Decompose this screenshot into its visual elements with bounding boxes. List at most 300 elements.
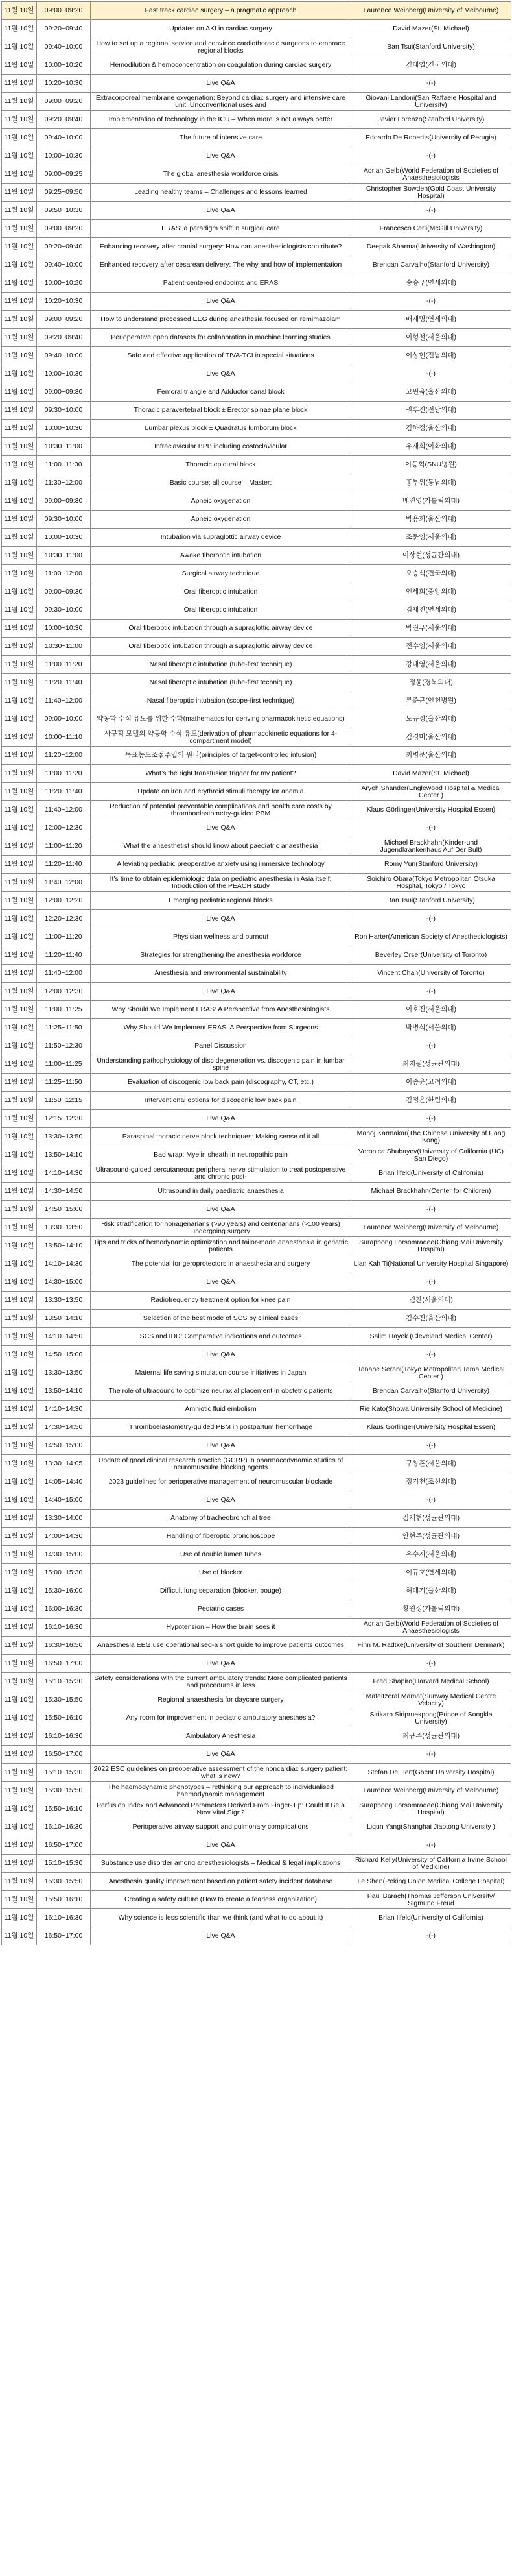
session-title: The potential for geroprotectors in anaesthesia and surgery — [91, 1255, 351, 1273]
table-row — [2, 1655, 511, 1673]
session-speaker: 권루진(전남의대) — [351, 402, 511, 420]
session-date: 11월 10일 — [2, 710, 37, 728]
session-title: Enhanced recovery after cesarean delivery: The why and how of implementation — [91, 256, 351, 274]
session-speaker: Stefan De Hert(Ghent University Hospital) — [351, 1764, 511, 1782]
session-speaker: -(-) — [351, 1201, 511, 1219]
session-time: 11:20~11:40 — [37, 856, 91, 874]
table-row — [2, 783, 511, 801]
session-speaker: 노규정(울산의대) — [351, 710, 511, 728]
table-row — [2, 1273, 511, 1292]
session-date: 11월 10일 — [2, 1455, 37, 1473]
session-date: 11월 10일 — [2, 1183, 37, 1201]
session-time: 09:00~09:20 — [37, 311, 91, 329]
session-time: 09:40~10:00 — [37, 347, 91, 365]
session-date: 11월 10일 — [2, 474, 37, 492]
session-time: 11:50~12:15 — [37, 1092, 91, 1110]
session-speaker: 이형철(서울의대) — [351, 329, 511, 347]
session-date: 11월 10일 — [2, 38, 37, 56]
table-row — [2, 819, 511, 837]
session-speaker: 최규주(성균관의대) — [351, 1727, 511, 1746]
session-time: 09:40~10:00 — [37, 38, 91, 56]
session-title: Apneic oxygenation — [91, 492, 351, 511]
session-date: 11월 10일 — [2, 311, 37, 329]
session-time: 16:10~16:30 — [37, 1909, 91, 1927]
session-date: 11월 10일 — [2, 1637, 37, 1655]
session-date: 11월 10일 — [2, 293, 37, 311]
table-row — [2, 1909, 511, 1927]
session-speaker: Salim Hayek (Cleveland Medical Center) — [351, 1328, 511, 1346]
session-title: Live Q&A — [91, 819, 351, 837]
session-time: 14:30~14:50 — [37, 1419, 91, 1437]
session-time: 11:40~12:00 — [37, 801, 91, 819]
session-speaker: 배진영(가톨릭의대) — [351, 492, 511, 511]
session-time: 09:00~09:20 — [37, 93, 91, 111]
session-title: Handling of fiberoptic bronchoscope — [91, 1528, 351, 1546]
session-time: 16:50~17:00 — [37, 1927, 91, 1945]
table-row — [2, 710, 511, 728]
session-speaker: 최병문(울산의대) — [351, 747, 511, 765]
session-date: 11월 10일 — [2, 165, 37, 184]
table-row — [2, 1328, 511, 1346]
session-date: 11월 10일 — [2, 1546, 37, 1564]
table-row — [2, 1582, 511, 1600]
table-row — [2, 1419, 511, 1437]
table-row — [2, 601, 511, 620]
table-row — [2, 184, 511, 202]
session-title: Live Q&A — [91, 1110, 351, 1128]
session-time: 15:00~15:30 — [37, 1564, 91, 1582]
table-row — [2, 1673, 511, 1691]
session-time: 09:30~10:00 — [37, 402, 91, 420]
session-time: 10:00~10:30 — [37, 365, 91, 383]
session-time: 15:30~15:50 — [37, 1873, 91, 1891]
session-title: Nasal fiberoptic intubation (scope-first technique) — [91, 692, 351, 710]
session-date: 11월 10일 — [2, 892, 37, 910]
session-date: 11월 10일 — [2, 638, 37, 656]
session-title: Live Q&A — [91, 1836, 351, 1855]
session-title: Patient-centered endpoints and ERAS — [91, 274, 351, 293]
session-date: 11월 10일 — [2, 1364, 37, 1382]
session-title: Anaesthesia EEG use operationalised-a short guide to improve patients outcomes — [91, 1637, 351, 1655]
session-title: Why Should We Implement ERAS: A Perspective from Anesthesiologists — [91, 1001, 351, 1019]
session-speaker: Lian Kah Ti(National University Hospital Singapore) — [351, 1255, 511, 1273]
session-title: Maternal life saving simulation course initiatives in Japan — [91, 1364, 351, 1382]
table-row — [2, 1836, 511, 1855]
session-title: Updates on AKI in cardiac surgery — [91, 20, 351, 38]
session-time: 14:50~15:00 — [37, 1346, 91, 1364]
session-speaker: Klaus Görlinger(University Hospital Essen) — [351, 1419, 511, 1437]
table-row — [2, 874, 511, 892]
session-speaker: -(-) — [351, 1491, 511, 1510]
session-time: 09:00~09:25 — [37, 165, 91, 184]
table-row — [2, 1528, 511, 1546]
session-time: 16:50~17:00 — [37, 1655, 91, 1673]
session-date: 11월 10일 — [2, 1491, 37, 1510]
session-date: 11월 10일 — [2, 1727, 37, 1746]
session-title: Oral fiberoptic intubation — [91, 583, 351, 601]
session-speaker: 류준근(인천병원) — [351, 692, 511, 710]
session-time: 10:30~11:00 — [37, 638, 91, 656]
session-title: The future of intensive care — [91, 129, 351, 147]
session-speaker: Michael Brackhahn(Center for Children) — [351, 1183, 511, 1201]
session-date: 11월 10일 — [2, 1401, 37, 1419]
session-time: 13:30~13:50 — [37, 1128, 91, 1146]
session-speaker: 김찬(서울의대) — [351, 1292, 511, 1310]
session-speaker: Finn M. Radtke(University of Southern Denmark) — [351, 1637, 511, 1655]
table-row — [2, 293, 511, 311]
session-time: 10:30~11:00 — [37, 547, 91, 565]
session-time: 16:50~17:00 — [37, 1836, 91, 1855]
session-title: How to understand processed EEG during anesthesia focused on remimazolam — [91, 311, 351, 329]
session-date: 11월 10일 — [2, 1310, 37, 1328]
session-title: Perfusion Index and Advanced Parameters Derived From Finger-Tip: Could It Be a New Vital Sign? — [91, 1800, 351, 1818]
table-row — [2, 1637, 511, 1655]
table-row — [2, 856, 511, 874]
session-speaker: Adrian Gelb(World Federation of Societies of Anaesthesiologists — [351, 165, 511, 184]
session-time: 14:40~15:00 — [37, 1491, 91, 1510]
session-title: Awake fiberoptic intubation — [91, 547, 351, 565]
session-title: Live Q&A — [91, 1655, 351, 1673]
session-date: 11월 10일 — [2, 1600, 37, 1619]
session-time: 09:50~10:30 — [37, 202, 91, 220]
session-time: 14:10~14:50 — [37, 1328, 91, 1346]
session-time: 14:10~14:30 — [37, 1164, 91, 1183]
session-date: 11월 10일 — [2, 874, 37, 892]
session-date: 11월 10일 — [2, 1201, 37, 1219]
table-row — [2, 837, 511, 856]
session-title: Hypotension – How the brain sees it — [91, 1619, 351, 1637]
session-speaker: Paul Barach(Thomas Jefferson University/ Sigmund Freud — [351, 1891, 511, 1909]
session-speaker: Liqun Yang(Shanghai Jiaotong University ) — [351, 1818, 511, 1836]
table-row — [2, 1709, 511, 1727]
session-date: 11월 10일 — [2, 438, 37, 456]
session-date: 11월 10일 — [2, 1219, 37, 1237]
session-date: 11월 10일 — [2, 1582, 37, 1600]
session-speaker: -(-) — [351, 983, 511, 1001]
session-date: 11월 10일 — [2, 383, 37, 402]
session-time: 16:10~16:30 — [37, 1619, 91, 1637]
session-title: Live Q&A — [91, 1491, 351, 1510]
session-time: 13:30~13:50 — [37, 1219, 91, 1237]
session-title: Intubation via supraglottic airway device — [91, 529, 351, 547]
session-time: 11:50~12:30 — [37, 1037, 91, 1055]
table-row — [2, 1564, 511, 1582]
table-row — [2, 1074, 511, 1092]
session-time: 11:00~11:25 — [37, 1055, 91, 1074]
session-speaker: 송승우(연세의대) — [351, 274, 511, 293]
session-time: 13:30~13:50 — [37, 1292, 91, 1310]
table-row — [2, 1927, 511, 1945]
session-time: 09:00~09:30 — [37, 583, 91, 601]
session-time: 11:25~11:50 — [37, 1074, 91, 1092]
session-title: Nasal fiberoptic intubation (tube-first technique) — [91, 656, 351, 674]
session-speaker: -(-) — [351, 365, 511, 383]
session-speaker: Michael Brackhahn(Kinder-und Jugendkrankenhaus Auf Der Bult) — [351, 837, 511, 856]
table-row — [2, 892, 511, 910]
session-title: Update on iron and erythroid stimuli therapy for anemia — [91, 783, 351, 801]
session-speaker: 우재희(이화의대) — [351, 438, 511, 456]
session-title: Oral fiberoptic intubation through a supraglottic airway device — [91, 620, 351, 638]
table-row — [2, 1891, 511, 1909]
session-date: 11월 10일 — [2, 238, 37, 256]
table-row — [2, 1619, 511, 1637]
session-time: 12:00~12:20 — [37, 892, 91, 910]
table-row — [2, 1546, 511, 1564]
session-date: 11월 10일 — [2, 1782, 37, 1800]
session-speaker: -(-) — [351, 1346, 511, 1364]
session-speaker: 박용희(울산의대) — [351, 511, 511, 529]
table-row — [2, 1473, 511, 1491]
session-time: 09:00~09:30 — [37, 492, 91, 511]
session-time: 16:50~17:00 — [37, 1746, 91, 1764]
session-time: 14:10~14:30 — [37, 1401, 91, 1419]
session-title: Tips and tricks of hemodynamic optimization and tailor-made anaesthesia in geriatric patients — [91, 1237, 351, 1255]
session-date: 11월 10일 — [2, 783, 37, 801]
session-speaker: 황원정(가톨릭의대) — [351, 1600, 511, 1619]
session-speaker: Vincent Chan(University of Toronto) — [351, 965, 511, 983]
session-time: 11:00~11:20 — [37, 656, 91, 674]
session-speaker: 박진우(서울의대) — [351, 620, 511, 638]
session-speaker: 허대기(울산의대) — [351, 1582, 511, 1600]
session-title: Understanding pathophysiology of disc degeneration vs. discogenic pain in lumbar spine — [91, 1055, 351, 1074]
table-row — [2, 638, 511, 656]
session-date: 11월 10일 — [2, 1001, 37, 1019]
session-date: 11월 10일 — [2, 547, 37, 565]
session-date: 11월 10일 — [2, 583, 37, 601]
session-time: 11:25~11:50 — [37, 1019, 91, 1037]
session-time: 10:00~10:20 — [37, 274, 91, 293]
session-title: Basic course: all course – Master: — [91, 474, 351, 492]
session-date: 11월 10일 — [2, 1927, 37, 1945]
session-speaker: Klaus Görlinger(University Hospital Essen) — [351, 801, 511, 819]
session-date: 11월 10일 — [2, 1164, 37, 1183]
session-title: Emerging pediatric regional blocks — [91, 892, 351, 910]
session-title: The haemodynamic phenotypes – rethinking our approach to individualised haemodynamic management — [91, 1782, 351, 1800]
session-title: Live Q&A — [91, 365, 351, 383]
session-title: Interventional options for discogenic low back pain — [91, 1092, 351, 1110]
session-speaker: 전수영(서울의대) — [351, 638, 511, 656]
table-row — [2, 1201, 511, 1219]
session-title: Leading healthy teams – Challenges and lessons learned — [91, 184, 351, 202]
session-title: How to set up a regional service and convince cardiothoracic surgeons to embrace regional blocks — [91, 38, 351, 56]
session-time: 09:20~09:40 — [37, 20, 91, 38]
session-time: 11:20~11:40 — [37, 674, 91, 692]
session-speaker: -(-) — [351, 819, 511, 837]
session-date: 11월 10일 — [2, 1855, 37, 1873]
session-date: 11월 10일 — [2, 511, 37, 529]
session-date: 11월 10일 — [2, 1800, 37, 1818]
session-time: 15:30~16:00 — [37, 1582, 91, 1600]
session-date: 11월 10일 — [2, 1110, 37, 1128]
session-speaker: Beverley Orser(University of Toronto) — [351, 946, 511, 965]
session-date: 11월 10일 — [2, 601, 37, 620]
session-date: 11월 10일 — [2, 620, 37, 638]
session-time: 09:30~10:00 — [37, 601, 91, 620]
session-time: 11:00~11:20 — [37, 765, 91, 783]
session-date: 11월 10일 — [2, 274, 37, 293]
session-title: It’s time to obtain epidemiologic data on pediatric anesthesia in Asia itself: Introduction of the PEACH study — [91, 874, 351, 892]
table-row — [2, 1092, 511, 1110]
table-row — [2, 674, 511, 692]
session-speaker: -(-) — [351, 1273, 511, 1292]
table-row — [2, 238, 511, 256]
session-time: 14:30~15:00 — [37, 1546, 91, 1564]
session-time: 10:00~10:30 — [37, 529, 91, 547]
session-speaker: -(-) — [351, 1836, 511, 1855]
session-date: 11월 10일 — [2, 1437, 37, 1455]
session-date: 11월 10일 — [2, 1891, 37, 1909]
session-title: Bad wrap: Myelin sheath in neuropathic pain — [91, 1146, 351, 1164]
session-speaker: Laurence Weinberg(University of Melbourne) — [351, 1782, 511, 1800]
session-time: 10:00~10:20 — [37, 56, 91, 75]
session-date: 11월 10일 — [2, 1873, 37, 1891]
session-time: 09:40~10:00 — [37, 256, 91, 274]
table-row — [2, 1600, 511, 1619]
session-title: Nasal fiberoptic intubation (tube-first technique) — [91, 674, 351, 692]
table-row — [2, 420, 511, 438]
table-row — [2, 1292, 511, 1310]
session-title: Evaluation of discogenic low back pain (discography, CT, etc.) — [91, 1074, 351, 1092]
session-time: 15:30~15:50 — [37, 1782, 91, 1800]
session-title: Thromboelastometry-guided PBM in postpartum hemorrhage — [91, 1419, 351, 1437]
session-speaker: 이상현(전남의대) — [351, 347, 511, 365]
session-time: 14:50~15:00 — [37, 1201, 91, 1219]
session-date: 11월 10일 — [2, 1909, 37, 1927]
session-date: 11월 10일 — [2, 184, 37, 202]
session-speaker: 고원욱(울산의대) — [351, 383, 511, 402]
session-title: Live Q&A — [91, 1437, 351, 1455]
session-schedule-table — [1, 1, 511, 1945]
session-date: 11월 10일 — [2, 1528, 37, 1546]
session-date: 11월 10일 — [2, 692, 37, 710]
session-speaker: Aryeh Shander(Englewood Hospital & Medical Center ) — [351, 783, 511, 801]
session-speaker: -(-) — [351, 75, 511, 93]
session-speaker: 김하정(울산의대) — [351, 420, 511, 438]
session-speaker: Adrian Gelb(World Federation of Societies of Anaesthesiologists — [351, 1619, 511, 1637]
session-title: Why Should We Implement ERAS: A Perspective from Surgeons — [91, 1019, 351, 1037]
session-time: 13:50~14:10 — [37, 1146, 91, 1164]
session-title: Lumbar plexus block ± Quadratus lumborum block — [91, 420, 351, 438]
table-row — [2, 1727, 511, 1746]
session-speaker: Tanabe Serabi(Tokyo Metropolitan Tama Medical Center ) — [351, 1364, 511, 1382]
session-title: Live Q&A — [91, 1273, 351, 1292]
session-time: 12:00~12:30 — [37, 983, 91, 1001]
session-time: 13:30~14:00 — [37, 1510, 91, 1528]
session-title: Infraclavicular BPB including costoclavicular — [91, 438, 351, 456]
table-row — [2, 928, 511, 946]
session-time: 12:15~12:30 — [37, 1110, 91, 1128]
session-speaker: 조문영(서울의대) — [351, 529, 511, 547]
session-title: Creating a safety culture (How to create a fearless organization) — [91, 1891, 351, 1909]
session-time: 15:10~15:30 — [37, 1764, 91, 1782]
session-title: Thoracic paravertebral block ± Erector spinae plane block — [91, 402, 351, 420]
session-title: Enhancing recovery after cranial surgery: How can anesthesiologists contribute? — [91, 238, 351, 256]
session-title: Amniotic fluid embolism — [91, 1401, 351, 1419]
session-date: 11월 10일 — [2, 728, 37, 747]
session-title: Difficult lung separation (blocker, bouge) — [91, 1582, 351, 1600]
session-title: Live Q&A — [91, 1927, 351, 1945]
session-time: 11:20~12:00 — [37, 747, 91, 765]
session-time: 13:50~14:10 — [37, 1310, 91, 1328]
session-date: 11월 10일 — [2, 747, 37, 765]
session-title: Ultrasound-guided percutaneous peripheral nerve stimulation to treat postoperative and chronic post- — [91, 1164, 351, 1183]
session-date: 11월 10일 — [2, 1818, 37, 1836]
table-row — [2, 1818, 511, 1836]
session-speaker: Suraphong Lorsomradee(Chiang Mai University Hospital) — [351, 1237, 511, 1255]
session-date: 11월 10일 — [2, 946, 37, 965]
session-speaker: Laurence Weinberg(University of Melbourne) — [351, 2, 511, 20]
session-date: 11월 10일 — [2, 856, 37, 874]
session-title: 2023 guidelines for perioperative management of neuromuscular blockade — [91, 1473, 351, 1491]
session-title: Anatomy of tracheobronchial tree — [91, 1510, 351, 1528]
session-time: 10:00~10:30 — [37, 420, 91, 438]
session-date: 11월 10일 — [2, 1836, 37, 1855]
table-row — [2, 910, 511, 928]
session-speaker: Deepak Sharma(University of Washington) — [351, 238, 511, 256]
session-title: Paraspinal thoracic nerve block techniques: Making sense of it all — [91, 1128, 351, 1146]
table-row — [2, 620, 511, 638]
table-row — [2, 1237, 511, 1255]
table-row — [2, 202, 511, 220]
session-speaker: Veronica Shubayev(University of California (UC) San Diego) — [351, 1146, 511, 1164]
session-time: 09:00~09:20 — [37, 220, 91, 238]
session-time: 09:30~10:00 — [37, 511, 91, 529]
session-title: The role of ultrasound to optimize neuraxial placement in obstetric patients — [91, 1382, 351, 1401]
table-row — [2, 1346, 511, 1364]
session-time: 14:00~14:30 — [37, 1528, 91, 1546]
session-time: 13:50~14:10 — [37, 1382, 91, 1401]
session-speaker: Rie Kato(Showa University School of Medicine) — [351, 1401, 511, 1419]
session-title: ERAS: a paradigm shift in surgical care — [91, 220, 351, 238]
session-speaker: Le Shen(Peking Union Medical College Hospital) — [351, 1873, 511, 1891]
session-title: Live Q&A — [91, 910, 351, 928]
table-row — [2, 2, 511, 20]
table-row — [2, 474, 511, 492]
session-speaker: Edoardo De Robertis(University of Perugia) — [351, 129, 511, 147]
session-date: 11월 10일 — [2, 402, 37, 420]
session-date: 11월 10일 — [2, 1273, 37, 1292]
session-title: Regional anaesthesia for daycare surgery — [91, 1691, 351, 1709]
session-title: 약동학 수식 유도를 위한 수학(mathematics for deriving pharmacokinetic equations) — [91, 710, 351, 728]
session-date: 11월 10일 — [2, 93, 37, 111]
session-time: 12:20~12:30 — [37, 910, 91, 928]
session-date: 11월 10일 — [2, 1037, 37, 1055]
session-time: 11:00~11:20 — [37, 837, 91, 856]
session-date: 11월 10일 — [2, 529, 37, 547]
table-row — [2, 801, 511, 819]
session-speaker: 배재명(연세의대) — [351, 311, 511, 329]
session-speaker: Fred Shapiro(Harvard Medical School) — [351, 1673, 511, 1691]
session-date: 11월 10일 — [2, 1510, 37, 1528]
session-speaker: Laurence Weinberg(University of Melbourne) — [351, 1219, 511, 1237]
table-row — [2, 1401, 511, 1419]
table-row — [2, 111, 511, 129]
session-date: 11월 10일 — [2, 1055, 37, 1074]
session-time: 10:20~10:30 — [37, 75, 91, 93]
session-speaker: Brian Ilfeld(University of California) — [351, 1164, 511, 1183]
session-time: 15:10~15:30 — [37, 1855, 91, 1873]
session-date: 11월 10일 — [2, 565, 37, 583]
session-speaker: Brendan Carvalho(Stanford University) — [351, 256, 511, 274]
session-time: 13:50~14:10 — [37, 1237, 91, 1255]
session-time: 09:00~09:30 — [37, 383, 91, 402]
session-title: Radiofrequency treatment option for knee pain — [91, 1292, 351, 1310]
session-speaker: 홍부위(동남의대) — [351, 474, 511, 492]
table-row — [2, 946, 511, 965]
table-row — [2, 347, 511, 365]
session-date: 11월 10일 — [2, 801, 37, 819]
session-time: 14:50~15:00 — [37, 1437, 91, 1455]
